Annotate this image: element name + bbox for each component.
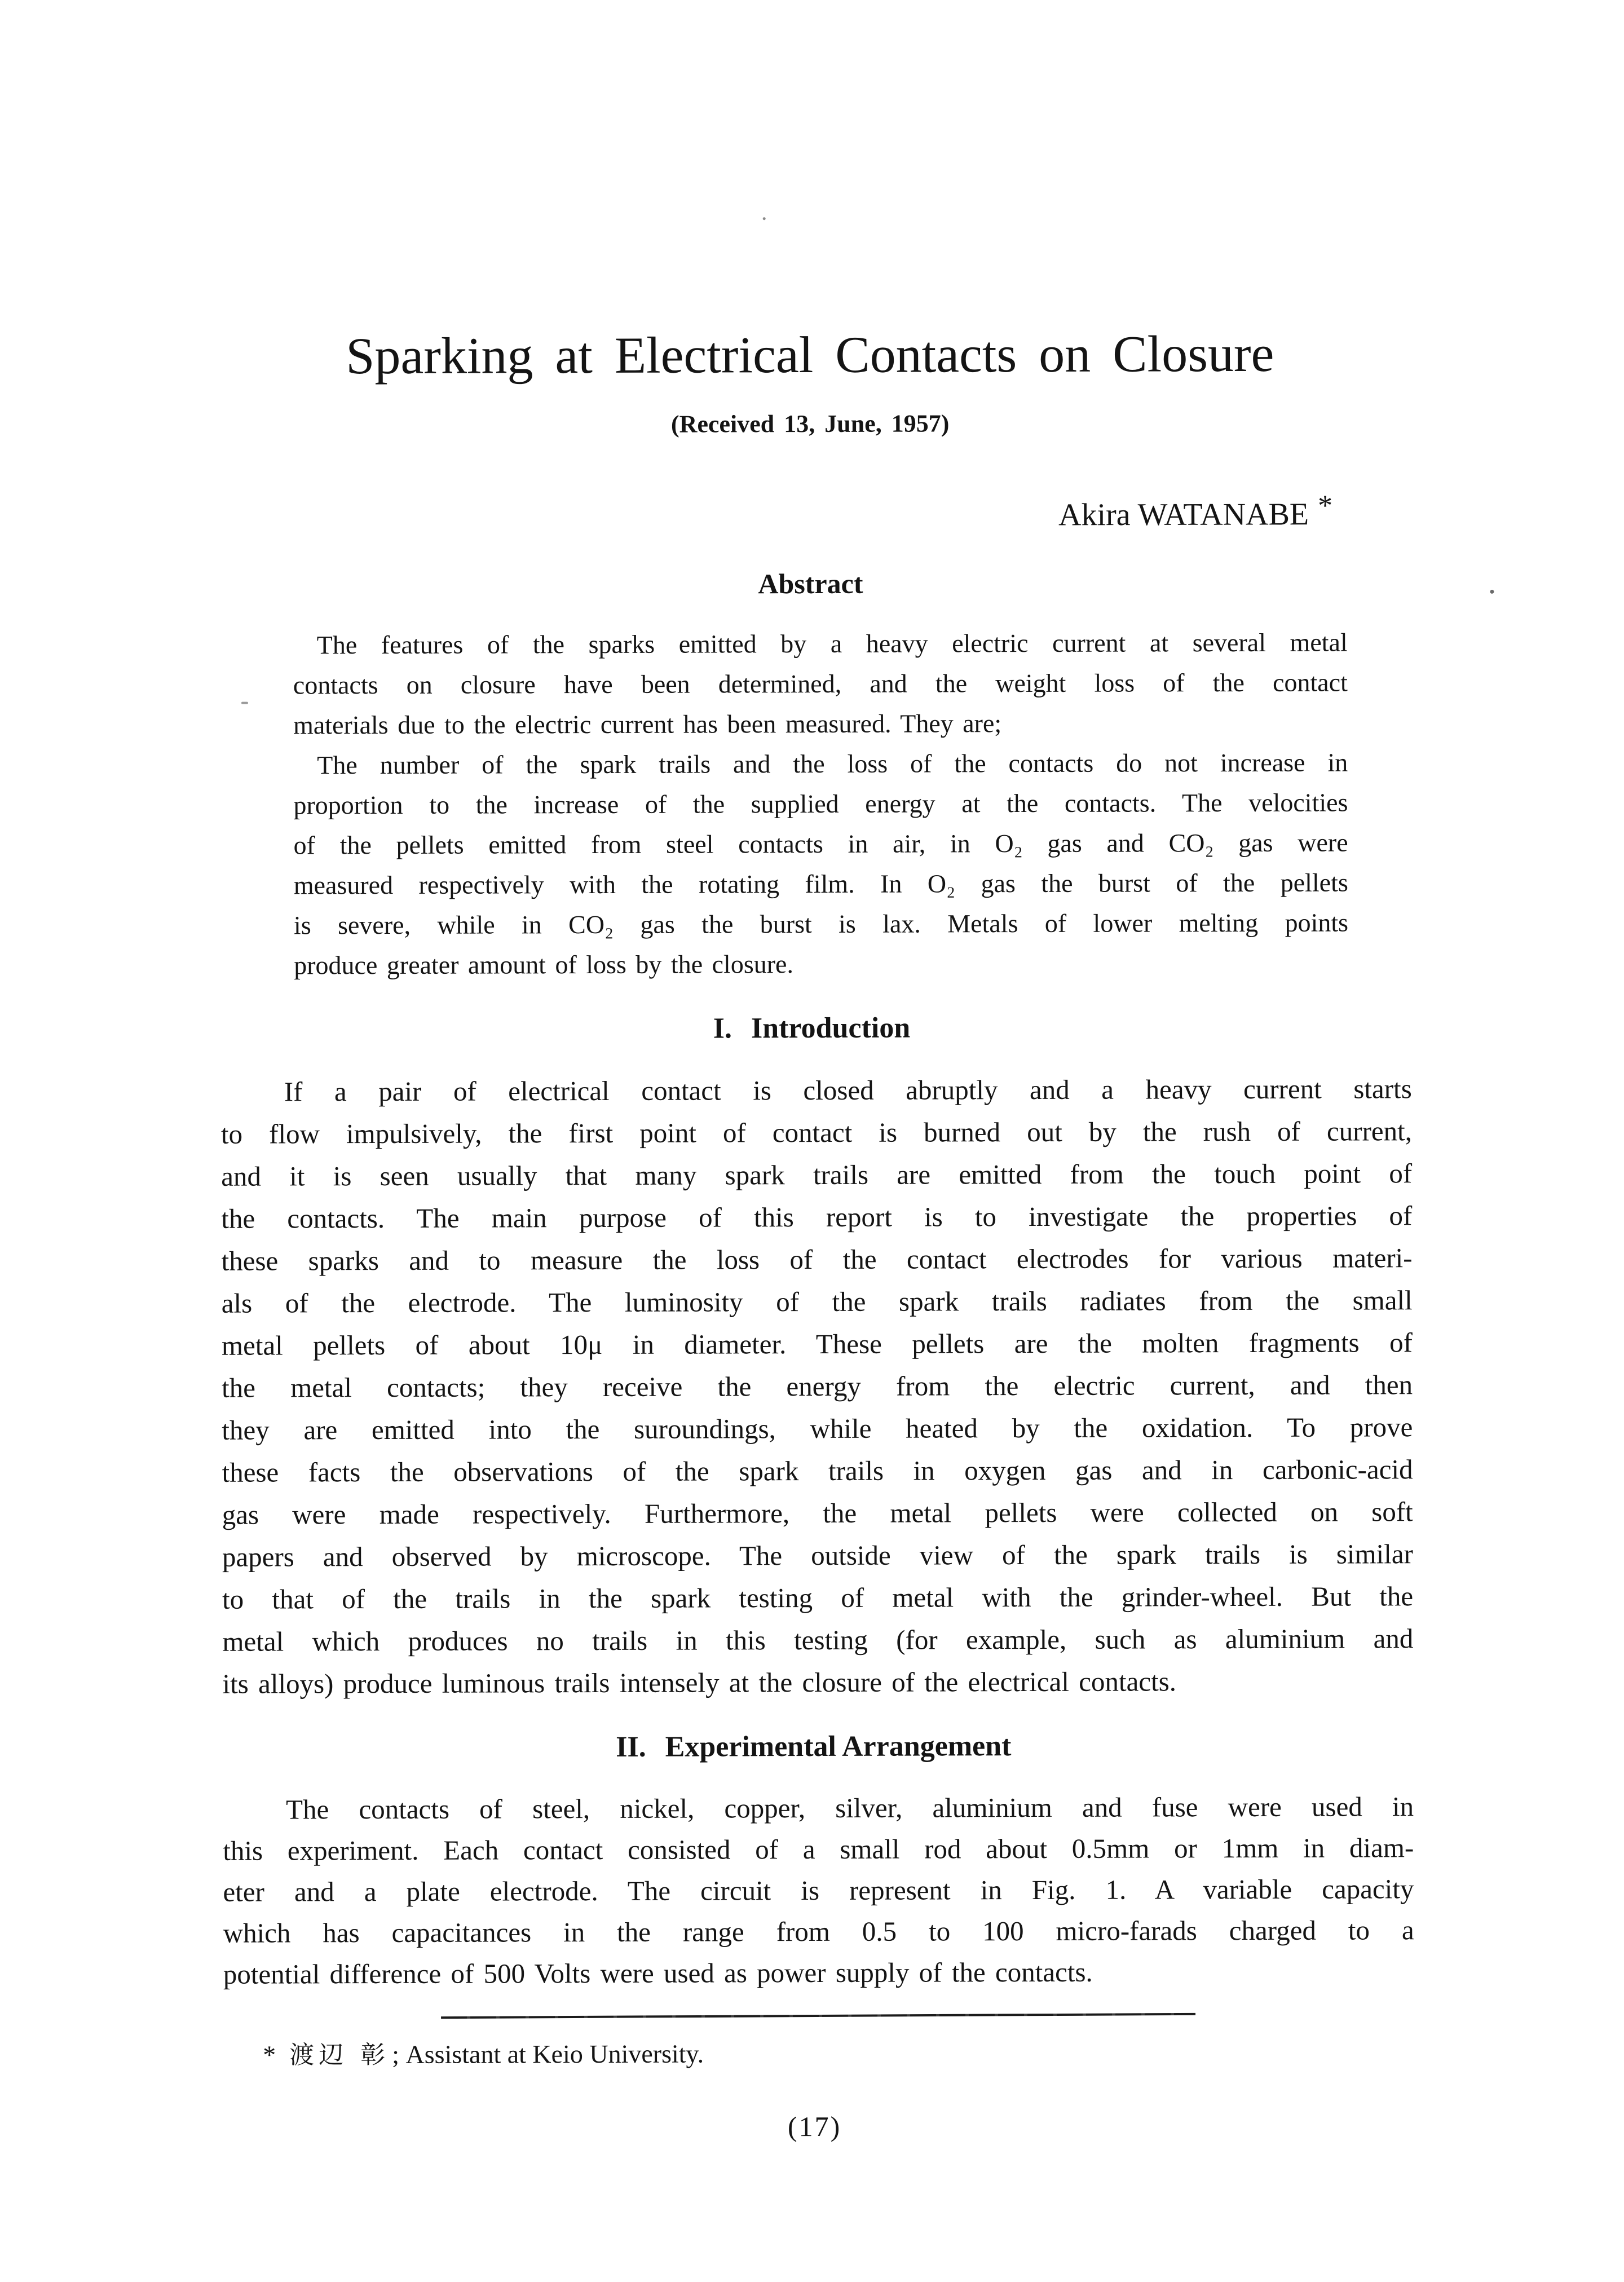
text-line: and it is seen usually that many spark trails are emitted from the touch point of — [221, 1158, 1413, 1192]
section-heading-introduction — [0, 1009, 1624, 1047]
text-line: als of the electrode. The luminosity of the spark trails radiates from the small — [221, 1285, 1413, 1319]
abstract-heading: Abstract — [758, 567, 863, 600]
text-line: these sparks and to measure the loss of the contact electrodes for various materi- — [221, 1242, 1413, 1277]
scan-artifact-dot — [1490, 590, 1494, 594]
text-line: measured respectively with the rotating film. In O₂ gas the burst of the pellets — [293, 868, 1348, 900]
abstract-body — [293, 623, 1349, 986]
section-title: Experimental Arrangement — [665, 1730, 1012, 1763]
section-number: II. — [616, 1731, 646, 1763]
footnote-text: ; Assistant at Keio University. — [392, 2039, 704, 2069]
text-line: proportion to the increase of the supplied energy at the contacts. The velocities — [293, 788, 1348, 820]
text-line: is severe, while in CO₂ gas the burst is lax. Metals of lower melting points — [293, 908, 1349, 940]
text-line: produce greater amount of loss by the closure. — [294, 950, 793, 980]
text-line: metal pellets of about 10μ in diameter. These pellets are the molten fragments of — [221, 1327, 1413, 1361]
text-line: The features of the sparks emitted by a heavy electric current at several metal — [316, 628, 1348, 660]
text-line: to flow impulsively, the first point of contact is burned out by the rush of current, — [220, 1115, 1413, 1150]
section-number: I. — [713, 1012, 732, 1045]
text-line: papers and observed by microscope. The outside view of the spark trails is similar — [222, 1538, 1413, 1573]
author-line — [1058, 489, 1332, 533]
text-line: these facts the observations of the spark trails in oxygen gas and in carbonic-acid — [222, 1454, 1413, 1488]
paper-title: Sparking at Electrical Contacts on Closure — [346, 324, 1274, 385]
text-line: metal which produces no trails in this testing (for example, such as aluminium and — [222, 1623, 1414, 1657]
experimental-body — [223, 1786, 1414, 1995]
text-line: eter and a plate electrode. The circuit is represent in Fig. 1. A variable capacity — [223, 1873, 1414, 1908]
text-line: its alloys) produce luminous trails intensely at the closure of the electrical contacts. — [222, 1666, 1177, 1700]
text-line: this experiment. Each contact consisted of a small rod about 0.5mm or 1mm in diam- — [223, 1832, 1414, 1866]
text-line: the metal contacts; they receive the energy from the electric current, and then — [222, 1369, 1413, 1403]
footnote-rule — [441, 2013, 1195, 2019]
footnote-author-kanji: 渡辺 彰 — [289, 2040, 390, 2070]
text-line: The number of the spark trails and the loss of the contacts do not increase in — [317, 748, 1348, 780]
text-line: contacts on closure have been determined, and the weight loss of the contact — [293, 668, 1348, 700]
scan-artifact-mark — [241, 702, 248, 704]
footnote — [263, 2034, 704, 2071]
section-title: Introduction — [751, 1012, 911, 1045]
text-line: of the pellets emitted from steel contacts in air, in O₂ gas and CO₂ gas were — [293, 828, 1348, 860]
text-line: If a pair of electrical contact is closed abruptly and a heavy current starts — [284, 1073, 1412, 1107]
introduction-body — [221, 1067, 1414, 1705]
received-date-line: (Received 13, June, 1957) — [670, 409, 950, 438]
text-line: gas were made respectively. Furthermore, the metal pellets were collected on soft — [222, 1496, 1413, 1530]
text-line: they are emitted into the suroundings, while heated by the oxidation. To prove — [222, 1411, 1413, 1446]
page-number: (17) — [787, 2110, 842, 2143]
text-line: potential difference of 500 Volts were used as power supply of the contacts. — [223, 1956, 1093, 1990]
text-line: which has capacitances in the range from 0.5 to 100 micro-farads charged to a — [223, 1914, 1414, 1949]
footnote-marker: * — [263, 2040, 276, 2069]
text-line: The contacts of steel, nickel, copper, silver, aluminium and fuse were used in — [286, 1791, 1414, 1825]
author-name: Akira WATANABE — [1058, 497, 1309, 533]
text-line: the contacts. The main purpose of this report is to investigate the properties of — [221, 1200, 1413, 1234]
text-line: to that of the trails in the spark testing of metal with the grinder-wheel. But the — [222, 1581, 1414, 1615]
scan-artifact-dot — [763, 217, 766, 220]
author-footnote-mark: * — [1317, 489, 1333, 522]
section-heading-experimental — [2, 1728, 1624, 1765]
text-line: materials due to the electric current has been measured. They are; — [293, 709, 1002, 740]
